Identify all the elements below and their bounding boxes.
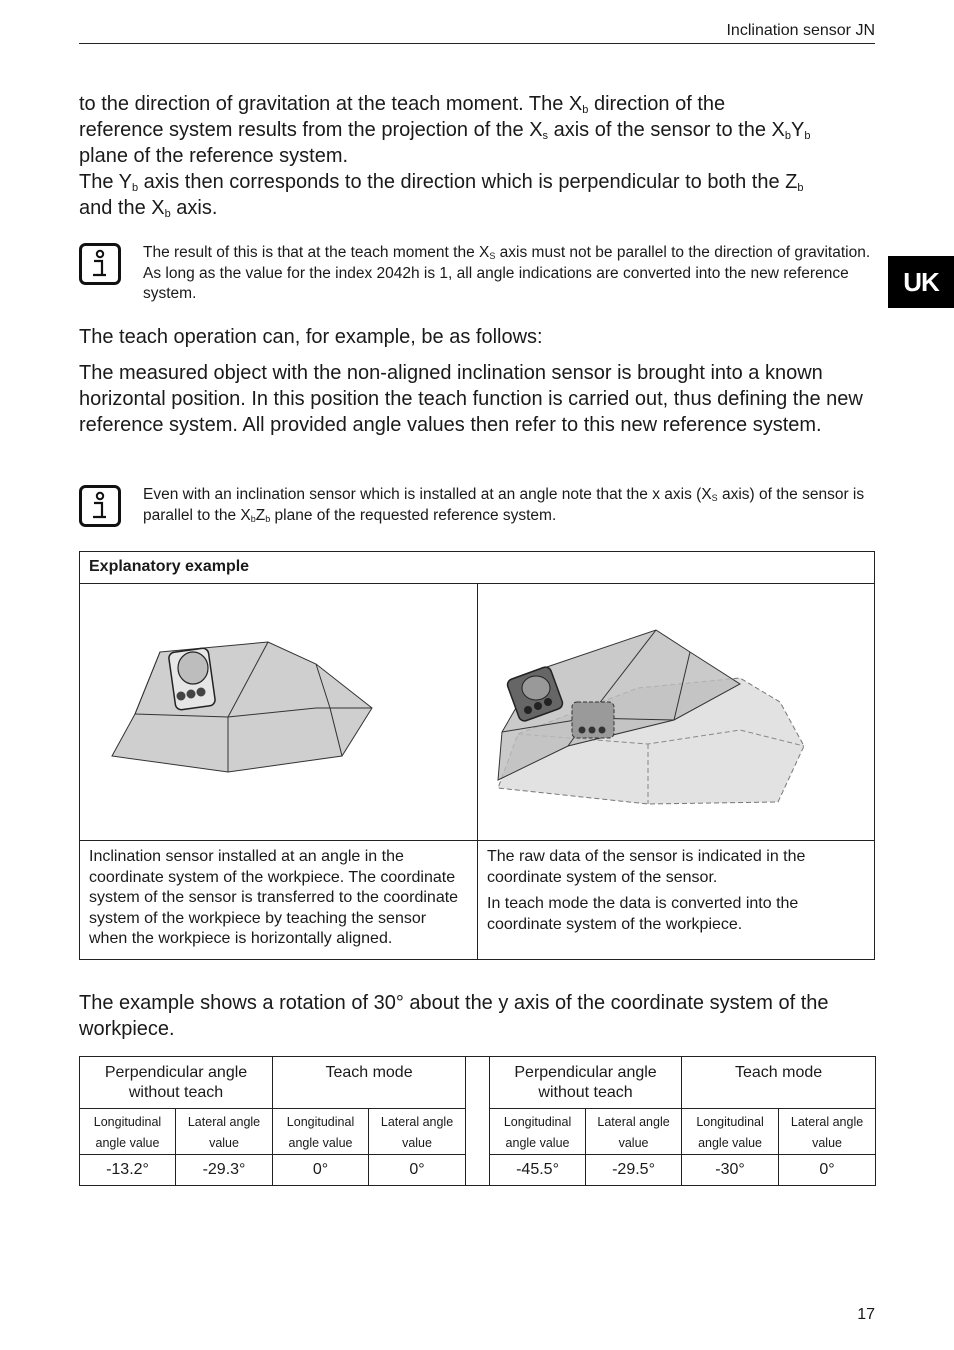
table-gap [466, 1057, 490, 1186]
group-teach-right: Teach mode [682, 1057, 876, 1109]
col-longitudinal: Longitudinal angle value [273, 1109, 369, 1155]
teach-description: The measured object with the non-aligned inclination sensor is brought into a known horizontal position. In this position the teach function is carried out, thus defining the new reference system. All provided angle values then refer to this new reference system. [79, 362, 863, 436]
info-note-1-text: The result of this is that at the teach moment the $X_S$ axis must not be parallel to the direction of gravitation. As long as the value for the index 2042h is 1, all angle indications are converted into the new reference system. [143, 244, 871, 302]
sensor-icon [572, 702, 614, 738]
value-cell: -45.5° [490, 1155, 586, 1186]
value-cell: 0° [779, 1155, 876, 1186]
header-rule [79, 43, 875, 44]
teach-intro: The teach operation can, for example, be as follows: [79, 326, 543, 348]
group-perpendicular-right: Perpendicular angle without teach [490, 1057, 682, 1109]
value-cell: -29.5° [586, 1155, 682, 1186]
col-lateral: Lateral angle value [369, 1109, 466, 1155]
rotated-workpiece-illustration [478, 584, 874, 835]
value-cell: 0° [369, 1155, 466, 1186]
example-caption-right: The raw data of the sensor is indicated in the coordinate system of the sensor. In teach mode the data is converted into the coordinate system of the workpiece. [478, 841, 875, 960]
intro-paragraph: to the direction of gravitation at the teach moment. The $X_b$ direction of the reference system results from the projection of the $X_s$ axis of the sensor to the $X_bY_b$ plane of the reference system. The $Y_b$ axis then corresponds to the direction which is perpendicular to both the $Z_b$ and the $X_b$ axis. [79, 93, 811, 220]
example-caption-left: Inclination sensor installed at an angle in the coordinate system of the workpiece. The coordinate system of the sensor is transferred to the coordinate system of the workpiece by teaching the sensor when the workpiece is horizontally aligned. [80, 841, 478, 960]
value-cell: 0° [273, 1155, 369, 1186]
group-teach-left: Teach mode [273, 1057, 466, 1109]
group-perpendicular-left: Perpendicular angle without teach [80, 1057, 273, 1109]
sensor-icon [168, 647, 216, 710]
info-note-2-text: Even with an inclination sensor which is installed at an angle note that the x axis ($X_S$ axis) of the sensor is parallel to the $X_bZ_b$ plane of the requested reference system. [143, 486, 865, 524]
example-title: Explanatory example [80, 552, 875, 584]
info-note-1 [79, 243, 875, 305]
example-image-right [478, 584, 875, 841]
explanatory-example-table [79, 551, 875, 960]
value-cell: -29.3° [176, 1155, 273, 1186]
col-longitudinal: Longitudinal angle value [490, 1109, 586, 1155]
col-longitudinal: Longitudinal angle value [80, 1109, 176, 1155]
page-number: 17 [857, 1306, 875, 1323]
workpiece-with-sensor-illustration [80, 584, 476, 835]
info-note-2 [79, 485, 875, 527]
language-tab: UK [888, 256, 954, 308]
example-image-left [80, 584, 478, 841]
info-icon [79, 243, 121, 285]
rotation-example-text: The example shows a rotation of 30° about the y axis of the coordinate system of the workpiece. [79, 992, 829, 1040]
value-cell: -13.2° [80, 1155, 176, 1186]
col-lateral: Lateral angle value [176, 1109, 273, 1155]
col-longitudinal: Longitudinal angle value [682, 1109, 779, 1155]
col-lateral: Lateral angle value [779, 1109, 876, 1155]
value-cell: -30° [682, 1155, 779, 1186]
running-header: Inclination sensor JN [726, 22, 875, 39]
angle-values-table [79, 1056, 876, 1186]
col-lateral: Lateral angle value [586, 1109, 682, 1155]
info-icon [79, 485, 121, 527]
